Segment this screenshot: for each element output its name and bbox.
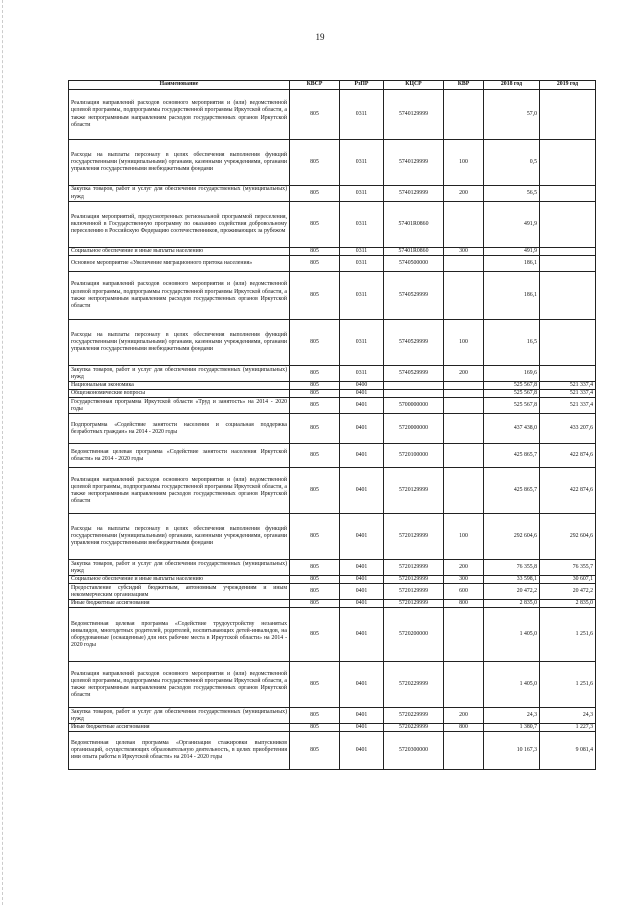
row-2019: 521 337,4	[540, 382, 596, 390]
row-2019: 30 607,1	[540, 576, 596, 584]
row-kcsr: 5720129999	[384, 576, 444, 584]
row-kcsr: 5720000000	[384, 414, 444, 444]
row-2018: 1 405,0	[484, 662, 540, 708]
row-2018: 292 604,6	[484, 514, 540, 560]
row-kvr	[444, 468, 484, 514]
row-name: Реализация направлений расходов основного мероприятия и (или) ведомственной целевой программы, подпрограммы государственной программы Иркутской области, а также непрограммным направлениям расходов государственных органов Иркутской области	[69, 272, 290, 320]
row-kvsr: 805	[290, 140, 340, 186]
table-row	[69, 414, 596, 444]
row-2019: 24,3	[540, 708, 596, 724]
row-name: Ведомственная целевая программа «Содействие занятости населения Иркутской области» на 2014 - 2020 годы	[69, 444, 290, 468]
row-2018: 525 567,8	[484, 390, 540, 398]
row-kvsr: 805	[290, 366, 340, 382]
row-rzpr: 0401	[340, 584, 384, 600]
table-row	[69, 272, 596, 320]
row-kcsr: 5700000000	[384, 398, 444, 414]
table-row	[69, 724, 596, 732]
row-kvr	[444, 662, 484, 708]
row-2019	[540, 186, 596, 202]
row-kvr: 300	[444, 248, 484, 256]
row-2018: 33 598,1	[484, 576, 540, 584]
row-2019	[540, 256, 596, 272]
row-kcsr: 5720129999	[384, 584, 444, 600]
row-name: Социальное обеспечение и иные выплаты населению	[69, 248, 290, 256]
row-rzpr: 0311	[340, 248, 384, 256]
table-header-row	[69, 81, 596, 90]
page-number: 19	[315, 32, 325, 42]
row-2018: 1 380,7	[484, 724, 540, 732]
row-2019	[540, 248, 596, 256]
row-kvsr: 805	[290, 248, 340, 256]
row-rzpr: 0401	[340, 468, 384, 514]
row-name: Закупка товаров, работ и услуг для обеспечения государственных (муниципальных) нужд	[69, 560, 290, 576]
table-row	[69, 514, 596, 560]
header-2018: 2018 год	[484, 81, 540, 90]
row-kvr: 800	[444, 724, 484, 732]
row-kcsr: 5720129999	[384, 468, 444, 514]
row-kcsr: 5740529999	[384, 320, 444, 366]
row-kvr: 200	[444, 560, 484, 576]
table-row	[69, 140, 596, 186]
row-rzpr: 0401	[340, 414, 384, 444]
row-name: Расходы на выплаты персоналу в целях обеспечения выполнения функций государственными (муниципальными) органами, казенными учреждениями, органами управления государственными внебюджетными фондами	[69, 140, 290, 186]
row-rzpr: 0401	[340, 398, 384, 414]
table-row	[69, 382, 596, 390]
row-kcsr: 5720129999	[384, 514, 444, 560]
row-2018: 491,9	[484, 202, 540, 248]
row-kcsr: 5740529999	[384, 366, 444, 382]
row-2018: 491,9	[484, 248, 540, 256]
row-name: Основное мероприятие «Увеличение миграционного притока населения»	[69, 256, 290, 272]
row-kvr	[444, 256, 484, 272]
row-kcsr: 5740129999	[384, 140, 444, 186]
header-kcsr: КЦСР	[384, 81, 444, 90]
row-2018: 76 355,8	[484, 560, 540, 576]
row-2018: 186,1	[484, 272, 540, 320]
table-row	[69, 390, 596, 398]
table-row	[69, 662, 596, 708]
row-kvsr: 805	[290, 272, 340, 320]
row-kvsr: 805	[290, 468, 340, 514]
row-2019: 521 337,4	[540, 398, 596, 414]
header-name: Наименование	[69, 81, 290, 90]
row-rzpr: 0401	[340, 608, 384, 662]
row-2019	[540, 366, 596, 382]
row-kvr: 100	[444, 140, 484, 186]
table-row	[69, 398, 596, 414]
table-row	[69, 560, 596, 576]
table-row	[69, 708, 596, 724]
table-body	[69, 90, 596, 770]
row-kvsr: 805	[290, 708, 340, 724]
row-name: Реализация направлений расходов основного мероприятия и (или) ведомственной целевой программы, подпрограммы государственной программы Иркутской области, а также непрограммным направлениям расходов государственных органов Иркутской области	[69, 468, 290, 514]
table-row	[69, 576, 596, 584]
row-kcsr: 5720129999	[384, 600, 444, 608]
row-rzpr: 0401	[340, 576, 384, 584]
row-2018: 10 167,3	[484, 732, 540, 770]
row-rzpr: 0401	[340, 560, 384, 576]
row-2018: 425 865,7	[484, 444, 540, 468]
row-kvr	[444, 414, 484, 444]
row-name: Иные бюджетные ассигнования	[69, 724, 290, 732]
row-kcsr: 5740500000	[384, 256, 444, 272]
row-2018: 56,5	[484, 186, 540, 202]
row-2019: 521 337,4	[540, 390, 596, 398]
row-rzpr: 0401	[340, 662, 384, 708]
row-kcsr: 5720100000	[384, 444, 444, 468]
row-2018: 2 835,0	[484, 600, 540, 608]
row-kcsr: 5720129999	[384, 560, 444, 576]
row-kvsr: 805	[290, 724, 340, 732]
row-2018: 437 438,0	[484, 414, 540, 444]
row-name: Расходы на выплаты персоналу в целях обеспечения выполнения функций государственными (муниципальными) органами, казенными учреждениями, органами управления государственными внебюджетными фондами	[69, 514, 290, 560]
row-kvsr: 805	[290, 90, 340, 140]
row-kvr	[444, 90, 484, 140]
row-kcsr: 5720229999	[384, 708, 444, 724]
table-row	[69, 320, 596, 366]
scan-edge-line	[2, 0, 3, 905]
row-rzpr: 0311	[340, 320, 384, 366]
row-2019	[540, 320, 596, 366]
row-kvsr: 805	[290, 256, 340, 272]
table-row	[69, 444, 596, 468]
row-rzpr: 0401	[340, 708, 384, 724]
row-kvr: 200	[444, 186, 484, 202]
row-rzpr: 0401	[340, 390, 384, 398]
row-2019: 9 081,4	[540, 732, 596, 770]
row-name: Ведомственная целевая программа «Содействие трудоустройству незанятых инвалидов, многодетных родителей, родителей, воспитывающих детей-инвалидов, на оборудованные (оснащенные) для них рабочие места в Иркутской области» на 2014 - 2020 годы	[69, 608, 290, 662]
row-2019: 422 874,6	[540, 468, 596, 514]
row-rzpr: 0311	[340, 366, 384, 382]
row-rzpr: 0400	[340, 382, 384, 390]
row-2018: 1 405,0	[484, 608, 540, 662]
row-2019: 1 251,6	[540, 608, 596, 662]
row-kvr: 600	[444, 584, 484, 600]
budget-table	[68, 80, 596, 770]
header-kvsr: КВСР	[290, 81, 340, 90]
row-kvr: 100	[444, 514, 484, 560]
row-rzpr: 0311	[340, 186, 384, 202]
row-kvsr: 805	[290, 560, 340, 576]
row-2019: 20 472,2	[540, 584, 596, 600]
row-2019: 2 835,0	[540, 600, 596, 608]
row-rzpr: 0401	[340, 732, 384, 770]
row-2019	[540, 90, 596, 140]
row-name: Иные бюджетные ассигнования	[69, 600, 290, 608]
row-kvr: 200	[444, 366, 484, 382]
row-name: Подпрограмма «Содействие занятости населения и социальная поддержка безработных граждан» на 2014 - 2020 годы	[69, 414, 290, 444]
row-2019: 76 355,7	[540, 560, 596, 576]
table-row	[69, 600, 596, 608]
row-name: Предоставление субсидий бюджетным, автономным учреждениям и иным некоммерческим организациям	[69, 584, 290, 600]
row-kvsr: 805	[290, 398, 340, 414]
row-kcsr: 5720300000	[384, 732, 444, 770]
row-2019: 292 604,6	[540, 514, 596, 560]
row-2018: 16,5	[484, 320, 540, 366]
row-kcsr	[384, 390, 444, 398]
row-kvr	[444, 272, 484, 320]
header-kvr: КВР	[444, 81, 484, 90]
row-kvsr: 805	[290, 414, 340, 444]
row-rzpr: 0311	[340, 202, 384, 248]
row-kvsr: 805	[290, 390, 340, 398]
row-kcsr: 5720229999	[384, 662, 444, 708]
row-name: Национальная экономика	[69, 382, 290, 390]
row-rzpr: 0311	[340, 272, 384, 320]
table-row	[69, 256, 596, 272]
row-kvr	[444, 398, 484, 414]
table-row	[69, 468, 596, 514]
row-kvr	[444, 390, 484, 398]
row-2019: 433 207,6	[540, 414, 596, 444]
table-row	[69, 248, 596, 256]
row-name: Закупка товаров, работ и услуг для обеспечения государственных (муниципальных) нужд	[69, 366, 290, 382]
row-name: Государственная программа Иркутской области «Труд и занятость» на 2014 - 2020 годы	[69, 398, 290, 414]
row-kvsr: 805	[290, 382, 340, 390]
row-kvsr: 805	[290, 444, 340, 468]
row-2018: 525 567,8	[484, 398, 540, 414]
row-name: Реализация мероприятий, предусмотренных региональной программой переселения, включенной в Государственную программу по оказанию содействия добровольному переселению в Российскую Федерацию соотечественников, проживающих за рубежом	[69, 202, 290, 248]
row-2018: 425 865,7	[484, 468, 540, 514]
row-kcsr: 57401R0860	[384, 202, 444, 248]
row-rzpr: 0311	[340, 256, 384, 272]
table-row	[69, 366, 596, 382]
row-name: Закупка товаров, работ и услуг для обеспечения государственных (муниципальных) нужд	[69, 186, 290, 202]
table-row	[69, 90, 596, 140]
row-kvsr: 805	[290, 732, 340, 770]
row-2019	[540, 140, 596, 186]
row-kvsr: 805	[290, 662, 340, 708]
row-kcsr	[384, 382, 444, 390]
row-name: Социальное обеспечение и иные выплаты населению	[69, 576, 290, 584]
table-row	[69, 584, 596, 600]
row-rzpr: 0311	[340, 90, 384, 140]
row-kvsr: 805	[290, 600, 340, 608]
row-kvsr: 805	[290, 584, 340, 600]
row-kcsr: 5740129999	[384, 186, 444, 202]
table-row	[69, 608, 596, 662]
row-rzpr: 0401	[340, 514, 384, 560]
row-kvr: 800	[444, 600, 484, 608]
table-row	[69, 202, 596, 248]
row-name: Реализация направлений расходов основного мероприятия и (или) ведомственной целевой программы, подпрограммы государственной программы Иркутской области, а также непрограммным направлениям расходов государственных органов Иркутской области	[69, 90, 290, 140]
row-2019: 1 227,3	[540, 724, 596, 732]
row-kcsr: 57401R0860	[384, 248, 444, 256]
row-kvr	[444, 444, 484, 468]
row-rzpr: 0401	[340, 444, 384, 468]
row-2018: 20 472,2	[484, 584, 540, 600]
row-kvr	[444, 732, 484, 770]
row-kcsr: 5740129999	[384, 90, 444, 140]
row-2019	[540, 202, 596, 248]
row-kvsr: 805	[290, 320, 340, 366]
row-rzpr: 0401	[340, 724, 384, 732]
table-row	[69, 732, 596, 770]
header-rzpr: РзПР	[340, 81, 384, 90]
row-kvr	[444, 202, 484, 248]
row-name: Реализация направлений расходов основного мероприятия и (или) ведомственной целевой программы, подпрограммы государственной программы Иркутской области, а также непрограммным направлениям расходов государственных органов Иркутской области	[69, 662, 290, 708]
row-2018: 186,1	[484, 256, 540, 272]
row-2019	[540, 272, 596, 320]
row-2018: 0,5	[484, 140, 540, 186]
row-name: Ведомственная целевая программа «Организация стажировки выпускников организаций, осуществляющих образовательную деятельность, в целях приобретения ими опыта работы в Иркутской области» на 2014 - 2020 годы	[69, 732, 290, 770]
header-2019: 2019 год	[540, 81, 596, 90]
row-2018: 169,6	[484, 366, 540, 382]
row-kcsr: 5720229999	[384, 724, 444, 732]
row-kvr: 300	[444, 576, 484, 584]
row-kcsr: 5740529999	[384, 272, 444, 320]
row-kvr	[444, 608, 484, 662]
row-2019: 422 874,6	[540, 444, 596, 468]
row-2019: 1 251,6	[540, 662, 596, 708]
row-2018: 57,0	[484, 90, 540, 140]
row-kvr: 200	[444, 708, 484, 724]
row-rzpr: 0311	[340, 140, 384, 186]
row-kvsr: 805	[290, 608, 340, 662]
table-row	[69, 186, 596, 202]
row-kvsr: 805	[290, 576, 340, 584]
row-rzpr: 0401	[340, 600, 384, 608]
row-kvsr: 805	[290, 186, 340, 202]
row-kvsr: 805	[290, 202, 340, 248]
row-name: Расходы на выплаты персоналу в целях обеспечения выполнения функций государственными (муниципальными) органами, казенными учреждениями, органами управления государственными внебюджетными фондами	[69, 320, 290, 366]
row-kcsr: 5720200000	[384, 608, 444, 662]
row-kvr	[444, 382, 484, 390]
row-kvsr: 805	[290, 514, 340, 560]
row-name: Общеэкономические вопросы	[69, 390, 290, 398]
row-2018: 24,3	[484, 708, 540, 724]
row-2018: 525 567,8	[484, 382, 540, 390]
row-kvr: 100	[444, 320, 484, 366]
row-name: Закупка товаров, работ и услуг для обеспечения государственных (муниципальных) нужд	[69, 708, 290, 724]
